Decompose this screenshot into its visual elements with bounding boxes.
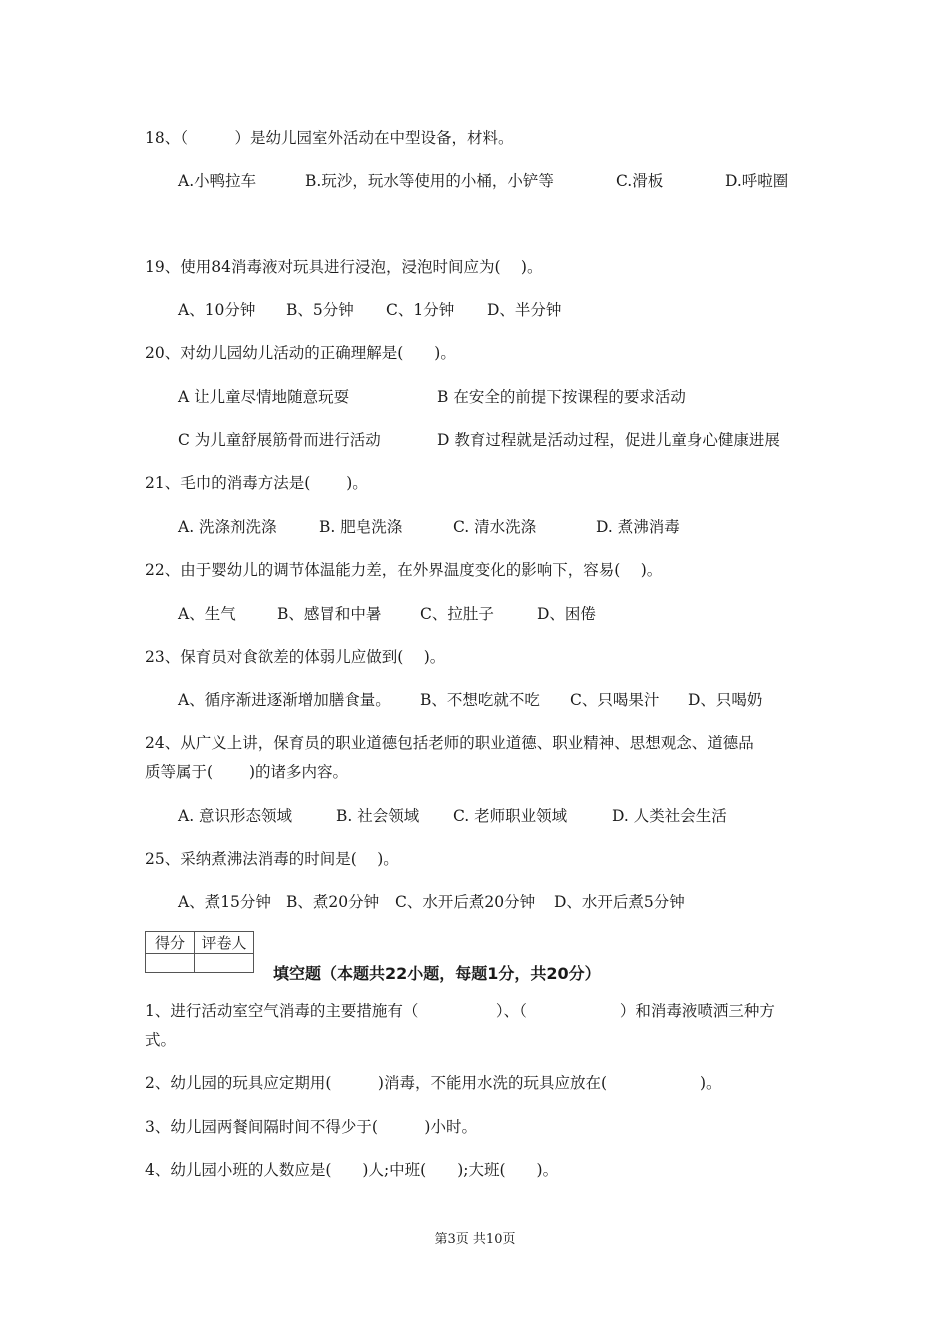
question-24-option-b: B. 社会领域	[336, 807, 420, 825]
section-title: 填空题（本题共22小题，每题1分，共20分）	[273, 964, 601, 983]
grader-header: 评卷人	[195, 932, 254, 954]
question-19-option-d: D、半分钟	[487, 301, 562, 319]
question-21-option-b: B. 肥皂洗涤	[319, 518, 403, 536]
score-table	[145, 931, 254, 973]
fill-in-4: 4、幼儿园小班的人数应是( )人;中班( );大班( )。	[145, 1161, 559, 1179]
question-24-option-d: D. 人类社会生活	[612, 807, 727, 825]
question-25-stem: 25、采纳煮沸法消毒的时间是( )。	[145, 850, 399, 868]
question-22-option-c: C、拉肚子	[420, 605, 494, 623]
question-24-stem-line1: 24、从广义上讲，保育员的职业道德包括老师的职业道德、职业精神、思想观念、道德品	[145, 734, 754, 752]
question-20-stem: 20、对幼儿园幼儿活动的正确理解是( )。	[145, 344, 456, 362]
fill-in-3: 3、幼儿园两餐间隔时间不得少于( )小时。	[145, 1118, 477, 1136]
question-20-option-a: A 让儿童尽情地随意玩耍	[178, 388, 350, 406]
fill-in-1-line2: 式。	[145, 1031, 177, 1049]
question-18-option-a: A.小鸭拉车	[178, 172, 257, 190]
question-19-option-a: A、10分钟	[178, 301, 256, 319]
question-18-stem: 18、（ ）是幼儿园室外活动在中型设备，材料。	[145, 129, 514, 147]
question-24-stem-line2: 质等属于( )的诸多内容。	[145, 763, 349, 781]
score-header: 得分	[146, 932, 195, 954]
question-21-option-c: C. 清水洗涤	[453, 518, 537, 536]
question-19-stem: 19、使用84消毒液对玩具进行浸泡，浸泡时间应为( )。	[145, 258, 543, 276]
page-number: 第3页 共10页	[434, 1232, 516, 1247]
question-20-option-c: C 为儿童舒展筋骨而进行活动	[178, 431, 381, 449]
grader-cell[interactable]	[195, 954, 254, 973]
question-25-option-d: D、水开后煮5分钟	[554, 893, 685, 911]
question-23-option-a: A、循序渐进逐渐增加膳食量。	[178, 691, 391, 709]
question-18-option-b: B.玩沙，玩水等使用的小桶，小铲等	[305, 172, 554, 190]
question-23-option-b: B、不想吃就不吃	[420, 691, 540, 709]
question-18-option-c: C.滑板	[616, 172, 664, 190]
question-22-stem: 22、由于婴幼儿的调节体温能力差，在外界温度变化的影响下，容易( )。	[145, 561, 663, 579]
question-22-option-d: D、困倦	[537, 605, 596, 623]
question-21-option-a: A. 洗涤剂洗涤	[178, 518, 277, 536]
fill-in-2: 2、幼儿园的玩具应定期用( )消毒，不能用水洗的玩具应放在( )。	[145, 1074, 722, 1092]
question-21-stem: 21、毛巾的消毒方法是( )。	[145, 474, 368, 492]
question-20-option-d: D 教育过程就是活动过程，促进儿童身心健康进展	[437, 431, 780, 449]
question-23-stem: 23、保育员对食欲差的体弱儿应做到( )。	[145, 648, 446, 666]
question-24-option-c: C. 老师职业领域	[453, 807, 568, 825]
question-20-option-b: B 在安全的前提下按课程的要求活动	[437, 388, 686, 406]
question-23-option-c: C、只喝果汁	[570, 691, 660, 709]
score-cell[interactable]	[146, 954, 195, 973]
question-25-option-a: A、煮15分钟	[178, 893, 271, 911]
question-22-option-b: B、感冒和中暑	[277, 605, 382, 623]
question-21-option-d: D. 煮沸消毒	[596, 518, 680, 536]
question-25-option-b: B、煮20分钟	[286, 893, 380, 911]
question-18-option-d: D.呼啦圈	[725, 172, 789, 190]
question-19-option-b: B、5分钟	[286, 301, 354, 319]
question-25-option-c: C、水开后煮20分钟	[395, 893, 536, 911]
question-19-option-c: C、1分钟	[386, 301, 455, 319]
question-23-option-d: D、只喝奶	[688, 691, 763, 709]
fill-in-1-line1: 1、进行活动室空气消毒的主要措施有（ ）、（ ）和消毒液喷洒三种方	[145, 1002, 775, 1020]
question-22-option-a: A、生气	[178, 605, 236, 623]
question-24-option-a: A. 意识形态领域	[178, 807, 293, 825]
